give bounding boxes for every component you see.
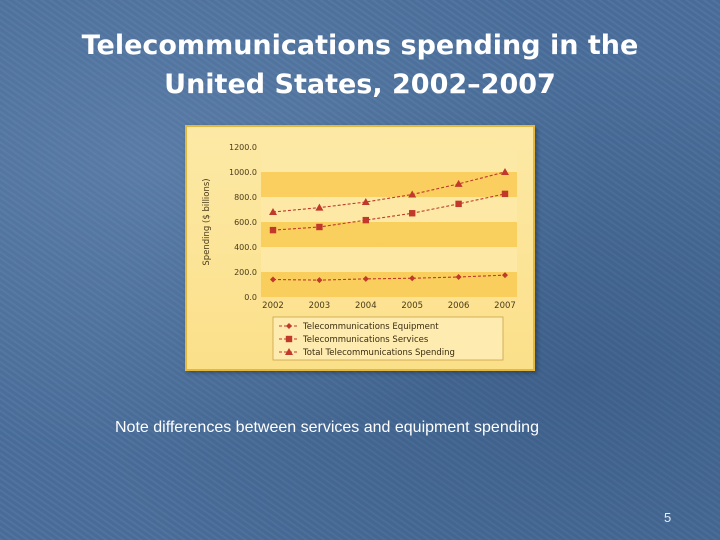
y-tick-label: 800.0 bbox=[234, 193, 257, 202]
x-tick-label: 2004 bbox=[354, 301, 377, 311]
x-tick-label: 2006 bbox=[447, 301, 470, 311]
y-tick-label: 400.0 bbox=[234, 243, 257, 252]
slide-title-line-2: United States, 2002–2007 bbox=[164, 69, 556, 100]
slide-note: Note differences between services and equipment spending bbox=[115, 419, 539, 436]
plot-band bbox=[261, 222, 517, 247]
slide-title-line-1: Telecommunications spending in the bbox=[81, 30, 639, 61]
plot-band bbox=[261, 247, 517, 272]
legend-label: Total Telecommunications Spending bbox=[303, 348, 455, 358]
y-axis-label: Spending ($ billions) bbox=[202, 178, 212, 266]
data-point bbox=[316, 224, 322, 230]
y-tick-label: 1200.0 bbox=[229, 143, 257, 152]
data-point bbox=[409, 210, 415, 216]
slide-title bbox=[30, 26, 690, 104]
legend-marker bbox=[286, 336, 292, 342]
y-tick-label: 1000.0 bbox=[229, 168, 257, 177]
page-number: 5 bbox=[664, 510, 672, 525]
plot-band bbox=[261, 147, 517, 172]
y-tick-label: 0.0 bbox=[244, 293, 257, 302]
x-tick-label: 2002 bbox=[262, 301, 284, 311]
line-chart bbox=[187, 127, 533, 369]
x-tick-label: 2003 bbox=[308, 301, 331, 311]
legend-label: Telecommunications Equipment bbox=[303, 322, 439, 332]
plot-band bbox=[261, 172, 517, 197]
x-tick-label: 2007 bbox=[494, 301, 516, 311]
data-point bbox=[270, 227, 276, 233]
legend-label: Telecommunications Services bbox=[303, 335, 429, 345]
y-tick-label: 600.0 bbox=[234, 218, 257, 227]
data-point bbox=[502, 191, 508, 197]
data-point bbox=[455, 201, 461, 207]
data-point bbox=[363, 217, 369, 223]
y-tick-label: 200.0 bbox=[234, 268, 257, 277]
x-tick-label: 2005 bbox=[401, 301, 424, 311]
chart-frame bbox=[185, 125, 535, 371]
